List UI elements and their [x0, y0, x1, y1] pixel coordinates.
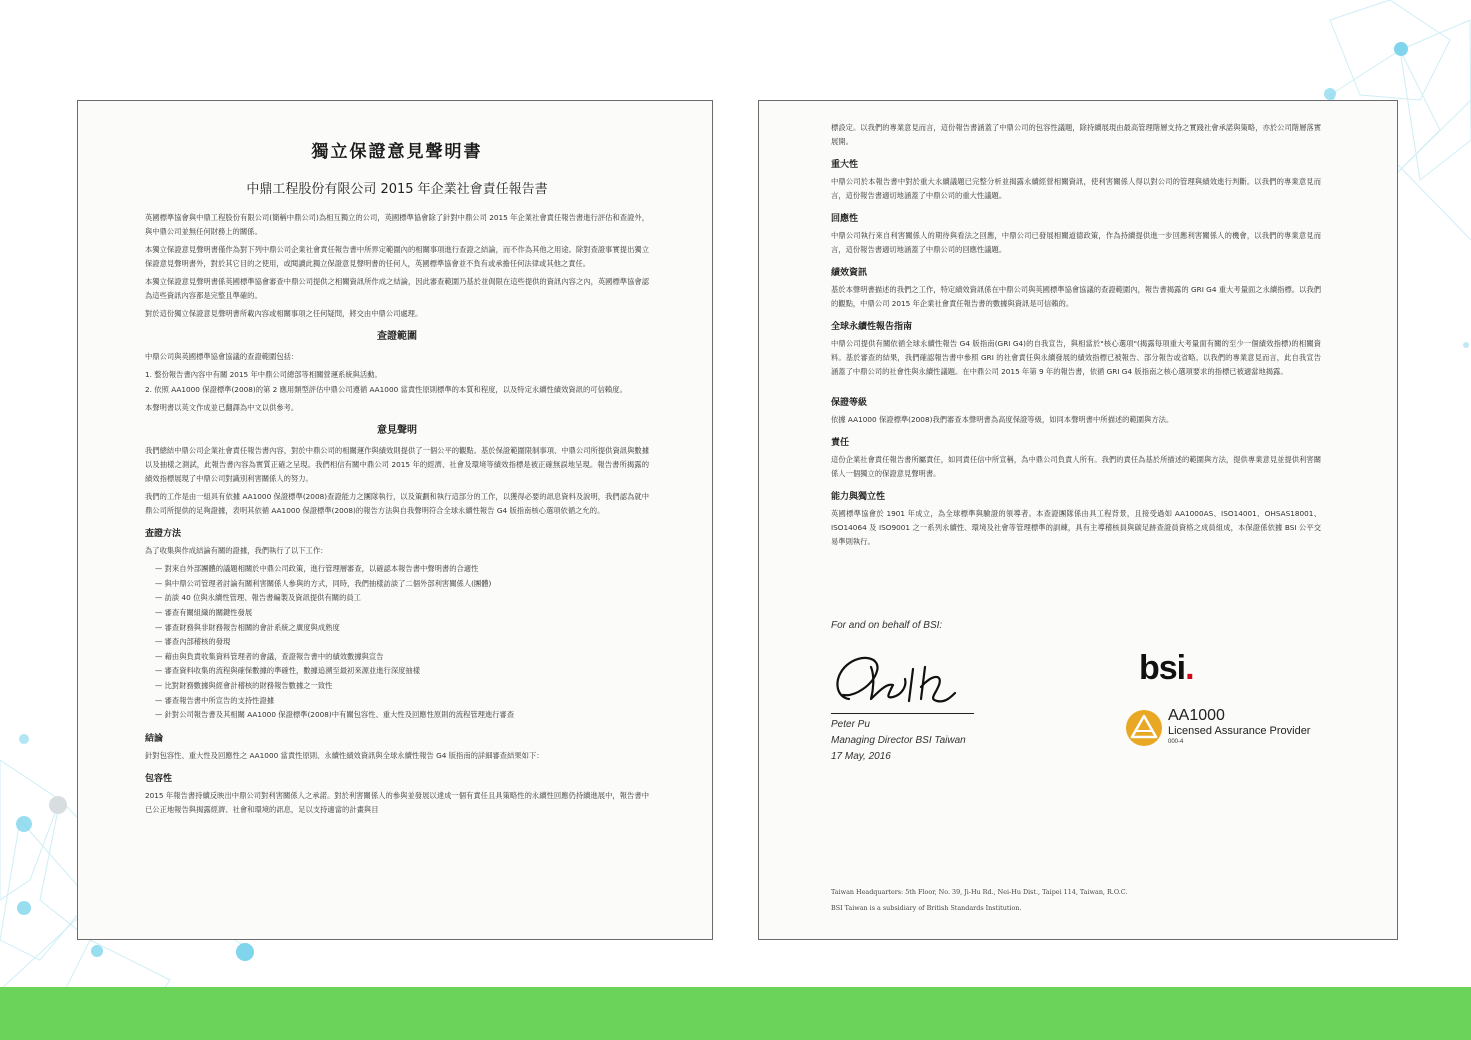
list-item: — 審查有關組織的關鍵性發展	[155, 607, 253, 617]
intro-paragraph: 本獨立保證意見聲明書僅作為對下列中鼎公司企業社會責任報告書中所界定範圍內的相關事項進行查證之結論，而不作為其他之用途。除對查證事實提出獨立保證意見聲明書外，對於其它目的之使用，或閱讀此獨立保證意見聲明書的任何人，英國標準協會並不負有或承擔任何法律或其他之責任。	[145, 245, 649, 268]
materiality-paragraph: 中鼎公司於本報告書中對於重大永續議題已完整分析並揭露永續經營相關資訊，使利害關係人得以對公司的管理與績效進行判斷。以我們的專業意見而言，這份報告書適切地涵蓋了中鼎公司的重大性議題。	[831, 177, 1321, 200]
document-page-right	[758, 100, 1398, 940]
list-item: — 審查內部稽核的發現	[155, 637, 231, 647]
method-list	[145, 562, 649, 723]
page-footer	[831, 884, 1351, 916]
opinion-paragraph: 我們的工作是由一組具有依據 AA1000 保證標準(2008)查證能力之團隊執行，以及策劃和執行這部分的工作，以獲得必要的訊息資料及說明，我們認為就中鼎公司所提供的足夠證據，表明其依循 AA1000 保證標準(2008)的報告方法與自我聲明符合全球永續性報告 G4 版指南核心選項依循之允的。	[145, 492, 649, 516]
assurance-level-heading: 保證等級	[831, 398, 868, 408]
signature-line	[831, 713, 974, 714]
gri-heading: 全球永續性報告指南	[831, 322, 913, 332]
page-right-content	[831, 121, 1321, 553]
signer-title: Managing Director BSI Taiwan	[831, 735, 966, 746]
inclusivity-heading: 包容性	[145, 773, 173, 784]
materiality-heading: 重大性	[831, 160, 859, 170]
list-item: — 比對財務數據與經會計稽核的財務報告數據之一致性	[155, 680, 333, 690]
method-intro: 為了收集與作成結論有關的證據，我們執行了以下工作：	[145, 546, 328, 556]
performance-paragraph: 基於本聲明書描述的我們之工作，特定績效資訊係在中鼎公司與英國標準協會協議的查證範圍內，報告書揭露的 GRI G4 重大考量面之永續指標。以我們的觀點，中鼎公司 2015 年企業社會責任報告書的數據與資訊是可信賴的。	[831, 285, 1321, 308]
assurance-level-paragraph: 依據 AA1000 保證標準(2008)我們審查本聲明書為高度保證等級，如同本聲明書中所描述的範圍與方法。	[831, 415, 1174, 424]
method-heading: 查證方法	[145, 529, 182, 540]
aa1000-title: AA1000	[1168, 707, 1225, 724]
list-item: 2. 依照 AA1000 保證標準(2008)的第 2 應用類型評估中鼎公司遵循 AA1000 當責性原則標準的本質和程度，以及特定永續性績效資訊的可信賴度。	[145, 384, 627, 394]
signer-block	[831, 717, 966, 765]
list-item: 1. 整份報告書內容中有關 2015 年中鼎公司總部等相關營運系統與活動。	[145, 370, 382, 379]
footer-address: Taiwan Headquarters: 5th Floor, No. 39, Ji-Hu Rd., Nei-Hu Dist., Taipei 114, Taiwan, R.O.C.	[831, 888, 1128, 896]
bsi-logo-dot: .	[1185, 649, 1194, 687]
list-item: — 對來自外部團體的議題相關於中鼎公司政策，進行管理層審查，以確認本報告書中聲明書的合適性	[155, 564, 479, 574]
list-item: — 針對公司報告書及其相關 AA1000 保證標準(2008)中有關包容性、重大性及回應性原則的流程管理進行審查	[155, 710, 515, 720]
scope-heading: 查證範圍	[377, 331, 417, 342]
scope-intro: 中鼎公司與英國標準協會協議的查證範圍包括：	[145, 352, 299, 361]
continued-paragraph: 標設定。以我們的專業意見而言，這份報告書涵蓋了中鼎公司的包容性議題，除持續展現由最高管理階層支持之實踐社會承諾與策略，亦於公司階層落實展開。	[831, 123, 1321, 146]
document-subtitle: 中鼎工程股份有限公司 2015 年企業社會責任報告書	[246, 182, 548, 197]
intro-paragraph: 對於這份獨立保證意見聲明書所載內容或相關事項之任何疑問，將交由中鼎公司處理。	[145, 309, 423, 318]
scope-list	[145, 368, 649, 397]
intro-paragraph: 本獨立保證意見聲明書係英國標準協會審查中鼎公司提供之相關資訊所作成之結論，因此審查範圍乃基於並侷限在這些提供的資訊內容之內，英國標準協會認為這些資訊內容都是完整且準確的。	[145, 277, 649, 300]
responsiveness-heading: 回應性	[831, 214, 859, 224]
list-item: — 審查財務與非財務報告相關的會計系統之廣度與成熟度	[155, 622, 340, 632]
bsi-logo-text: bsi	[1139, 649, 1186, 687]
signoff-line: For and on behalf of BSI:	[831, 620, 943, 631]
signature-image	[827, 647, 977, 717]
inclusivity-paragraph: 2015 年報告書持續反映出中鼎公司對利害關係人之承諾。對於利害關係人的參與並發展以達成一個有責任且具策略性的永續性回應仍持續進展中，報告書中已公正地報告與揭露經濟、社會和環境的訊息，足以支持適當的計畫與目	[145, 790, 649, 814]
list-item: — 審查資料收集的流程與確保數據的準確性，數據追溯至最初來源並進行深度抽樣	[155, 666, 421, 676]
conclusion-paragraph: 針對包容性、重大性及回應性之 AA1000 當責性原則、永續性績效資訊與全球永續性報告 G4 版指南的詳細審查結果如下：	[145, 750, 544, 760]
list-item: — 藉由與負責收集資料管理者的會議，查證報告書中的績效數據與宣告	[155, 651, 384, 661]
bsi-logo	[1139, 649, 1194, 688]
performance-heading: 績效資訊	[831, 268, 868, 278]
scope-note: 本聲明書以英文作成並已翻譯為中文以供參考。	[145, 403, 299, 413]
responsibility-heading: 責任	[831, 438, 850, 448]
opinion-heading: 意見聲明	[377, 425, 417, 437]
signer-date: 17 May, 2016	[831, 751, 891, 762]
opinion-paragraph: 我們總結中鼎公司企業社會責任報告書內容，對於中鼎公司的相關運作與績效則提供了一個公平的觀點。基於保證範圍限制事項、中鼎公司所提供資訊與數據以及抽樣之測試，此報告書內容為實質正確之呈現。我們相信有關中鼎公司 2015 年的經濟、社會及環境等績效指標是被正確無誤地呈現。報告書所揭露的績效指標展現了中鼎公司對識別利害關係人的努力。	[145, 446, 649, 484]
competence-paragraph: 英國標準協會於 1901 年成立，為全球標準與驗證的領導者。本查證團隊係由具工程背景，且接受過如 AA1000AS、ISO14001、OHSAS18001、ISO14064 及 ISO9001 之一系列永續性、環境及社會等管理標準的訓練，具有主導稽核員與碳足跡查證員資格之成員組成，本保證係依據 BSI 公平交易準則執行。	[831, 509, 1321, 546]
competence-heading: 能力與獨立性	[831, 492, 886, 502]
document-title: 獨立保證意見聲明書	[311, 142, 483, 162]
aa1000-subtitle: Licensed Assurance Provider	[1168, 725, 1311, 737]
list-item: — 訪談 40 位與永續性管理、報告書編製及資訊提供有關的員工	[155, 593, 361, 603]
conclusion-heading: 結論	[145, 733, 164, 744]
aa1000-code: 000-4	[1168, 739, 1184, 745]
responsiveness-paragraph: 中鼎公司執行來自利害關係人的期待與看法之回應，中鼎公司已發展相關道德政策，作為持續提供進一步回應利害關係人的機會，以我們的專業意見而言，這份報告書適切地涵蓋了中鼎公司的回應性議題。	[831, 231, 1321, 254]
footer-subsidiary: BSI Taiwan is a subsidiary of British Standards Institution.	[831, 904, 1022, 912]
responsibility-paragraph: 這份企業社會責任報告書所屬責任，如同責任信中所宣稱，為中鼎公司負責人所有。我們的責任為基於所描述的範圍與方法，提供專業意見並提供利害關係人一個獨立的保證意見聲明書。	[831, 455, 1321, 478]
bottom-green-band	[0, 987, 1471, 1040]
list-item: — 審查報告書中所宣告的支持性證據	[155, 695, 275, 705]
list-item: — 與中鼎公司管理者討論有關利害關係人參與的方式，同時，我們抽樣訪談了二個外部利害關係人(團體)	[155, 578, 492, 588]
gri-paragraph: 中鼎公司提供有關依循全球永續性報告 G4 版指南(GRI G4)的自我宣告，與相當於"核心選項"(揭露每項重大考量面有關的至少一個績效指標)的相關資料。基於審查的結果，我們確認報告書中參照 GRI 的社會責任與永續發展的績效指標已被報告、部分報告或省略。以我們的專業意見而言，此自我宣告涵蓋了中鼎公司的社會性與永續性議題。在中鼎公司 2015 年第 9 年的報告書，依循 GRI G4 版指南之核心選項要求的指標已被適當地揭露。	[831, 339, 1321, 376]
page-left-content	[145, 133, 649, 821]
document-page-left	[77, 100, 713, 940]
intro-paragraph: 英國標準協會與中鼎工程股份有限公司(簡稱中鼎公司)為相互獨立的公司，英國標準協會除了針對中鼎公司 2015 年企業社會責任報告書進行評估和查證外，與中鼎公司並無任何財務上的關係。	[145, 213, 649, 236]
aa1000-badge-icon	[1125, 709, 1163, 747]
signer-name: Peter Pu	[831, 719, 870, 730]
